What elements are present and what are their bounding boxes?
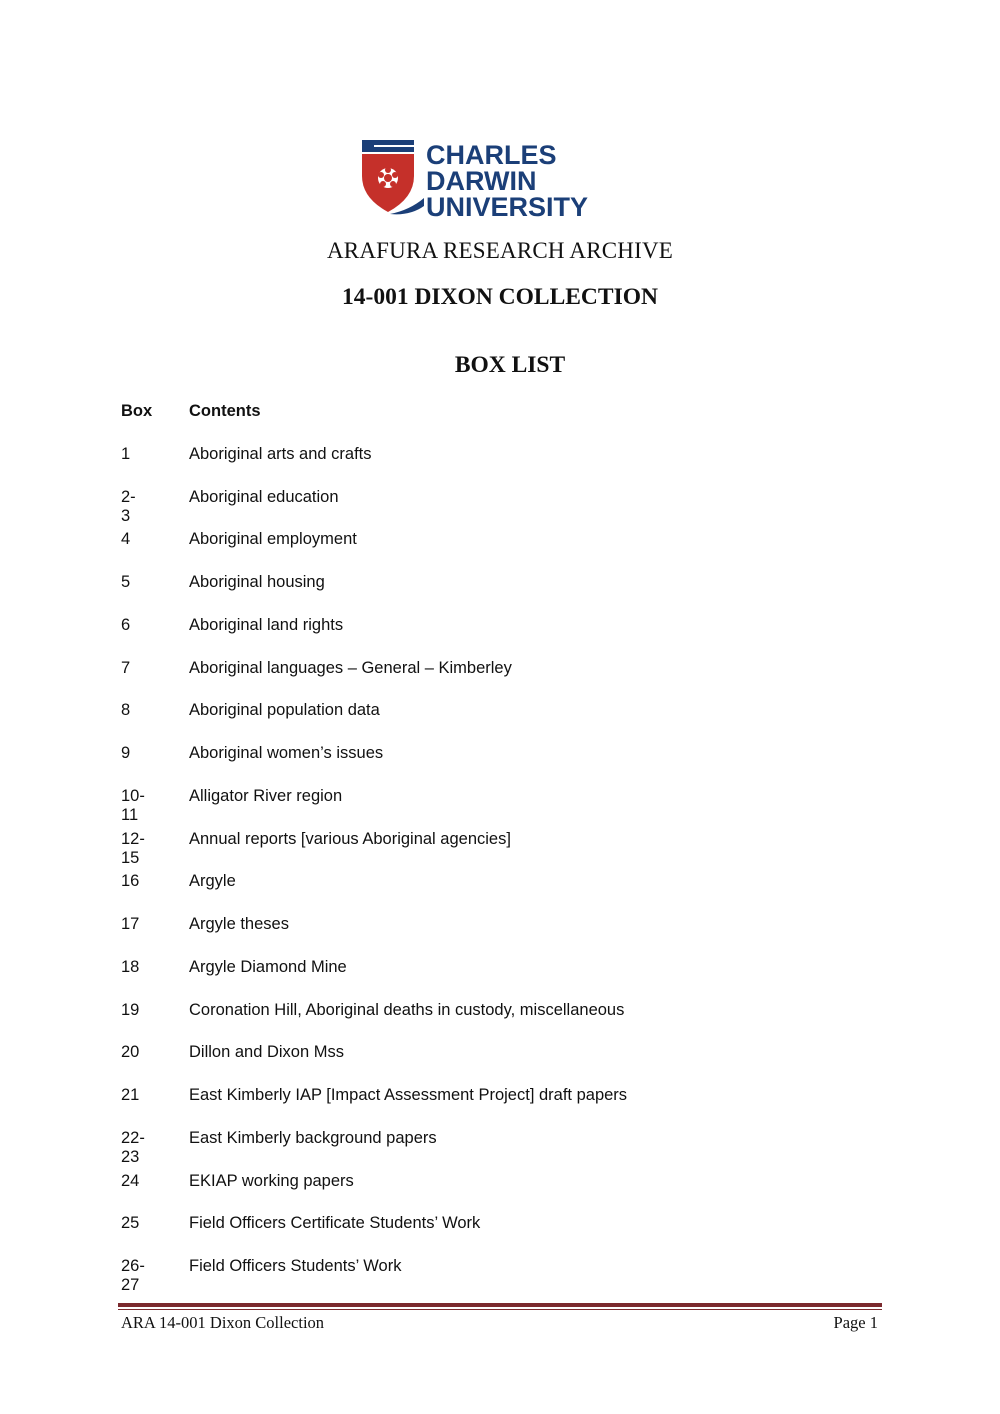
shield-logo-icon: [362, 140, 632, 220]
box-number: 25: [121, 1214, 140, 1233]
box-contents: Aboriginal employment: [189, 530, 357, 549]
box-number: 5: [121, 573, 131, 591]
box-contents: Argyle: [189, 872, 236, 891]
box-contents: Aboriginal housing: [189, 573, 325, 591]
box-contents: Field Officers Students’ Work: [189, 1257, 402, 1275]
box-contents: Aboriginal women’s issues: [189, 744, 384, 762]
column-header-contents: Contents: [189, 402, 261, 420]
box-number: 8: [121, 701, 131, 720]
university-logo: [362, 140, 632, 220]
footer-rule-thin: [118, 1309, 882, 1310]
box-contents: Alligator River region: [189, 786, 343, 805]
box-number: 22-23: [121, 1128, 145, 1166]
footer-collection-label: ARA 14-001 Dixon Collection: [121, 1313, 325, 1332]
box-number: 12-15: [121, 829, 145, 867]
footer-page-number: Page 1: [833, 1313, 878, 1332]
box-contents: EKIAP working papers: [189, 1171, 354, 1190]
box-number: 4: [121, 530, 131, 549]
box-number: 17: [121, 915, 140, 933]
box-number: 26-27: [121, 1257, 145, 1294]
box-contents: East Kimberly background papers: [189, 1128, 437, 1147]
box-contents: Aboriginal education: [189, 487, 339, 506]
box-number: 21: [121, 1086, 140, 1104]
box-number: 19: [121, 1000, 140, 1019]
box-number: 6: [121, 615, 131, 634]
box-contents: Aboriginal population data: [189, 701, 380, 720]
box-number: 16: [121, 872, 140, 891]
box-contents: Aboriginal land rights: [189, 615, 344, 634]
box-contents: Coronation Hill, Aboriginal deaths in custody, miscellaneous: [189, 1000, 625, 1019]
box-list-heading: BOX LIST: [454, 352, 566, 378]
box-number: 1: [121, 444, 131, 463]
box-number: 10-11: [121, 786, 145, 824]
logo-line-3: UNIVERSITY: [426, 192, 589, 220]
box-number: 7: [121, 658, 131, 677]
collection-title: 14-001 DIXON COLLECTION: [342, 284, 658, 310]
box-number: 18: [121, 957, 140, 976]
box-contents: Field Officers Certificate Students’ Work: [189, 1214, 481, 1233]
logo-line-2: DARWIN: [426, 166, 537, 196]
logo-line-1: CHARLES: [426, 140, 557, 170]
box-number: 9: [121, 744, 131, 762]
box-number: 2-3: [121, 487, 136, 525]
column-header-box: Box: [121, 402, 153, 420]
box-contents: Aboriginal languages – General – Kimberley: [189, 658, 512, 677]
box-contents: Aboriginal arts and crafts: [189, 444, 372, 463]
box-contents: Dillon and Dixon Mss: [189, 1043, 344, 1062]
box-contents: Argyle theses: [189, 915, 289, 933]
footer-rule-thick: [118, 1303, 882, 1307]
box-contents: Annual reports [various Aboriginal agencies]: [189, 829, 511, 848]
box-number: 24: [121, 1171, 140, 1190]
box-contents: East Kimberly IAP [Impact Assessment Project] draft papers: [189, 1086, 628, 1104]
box-number: 20: [121, 1043, 140, 1062]
archive-title: ARAFURA RESEARCH ARCHIVE: [326, 238, 674, 263]
box-contents: Argyle Diamond Mine: [189, 957, 347, 976]
